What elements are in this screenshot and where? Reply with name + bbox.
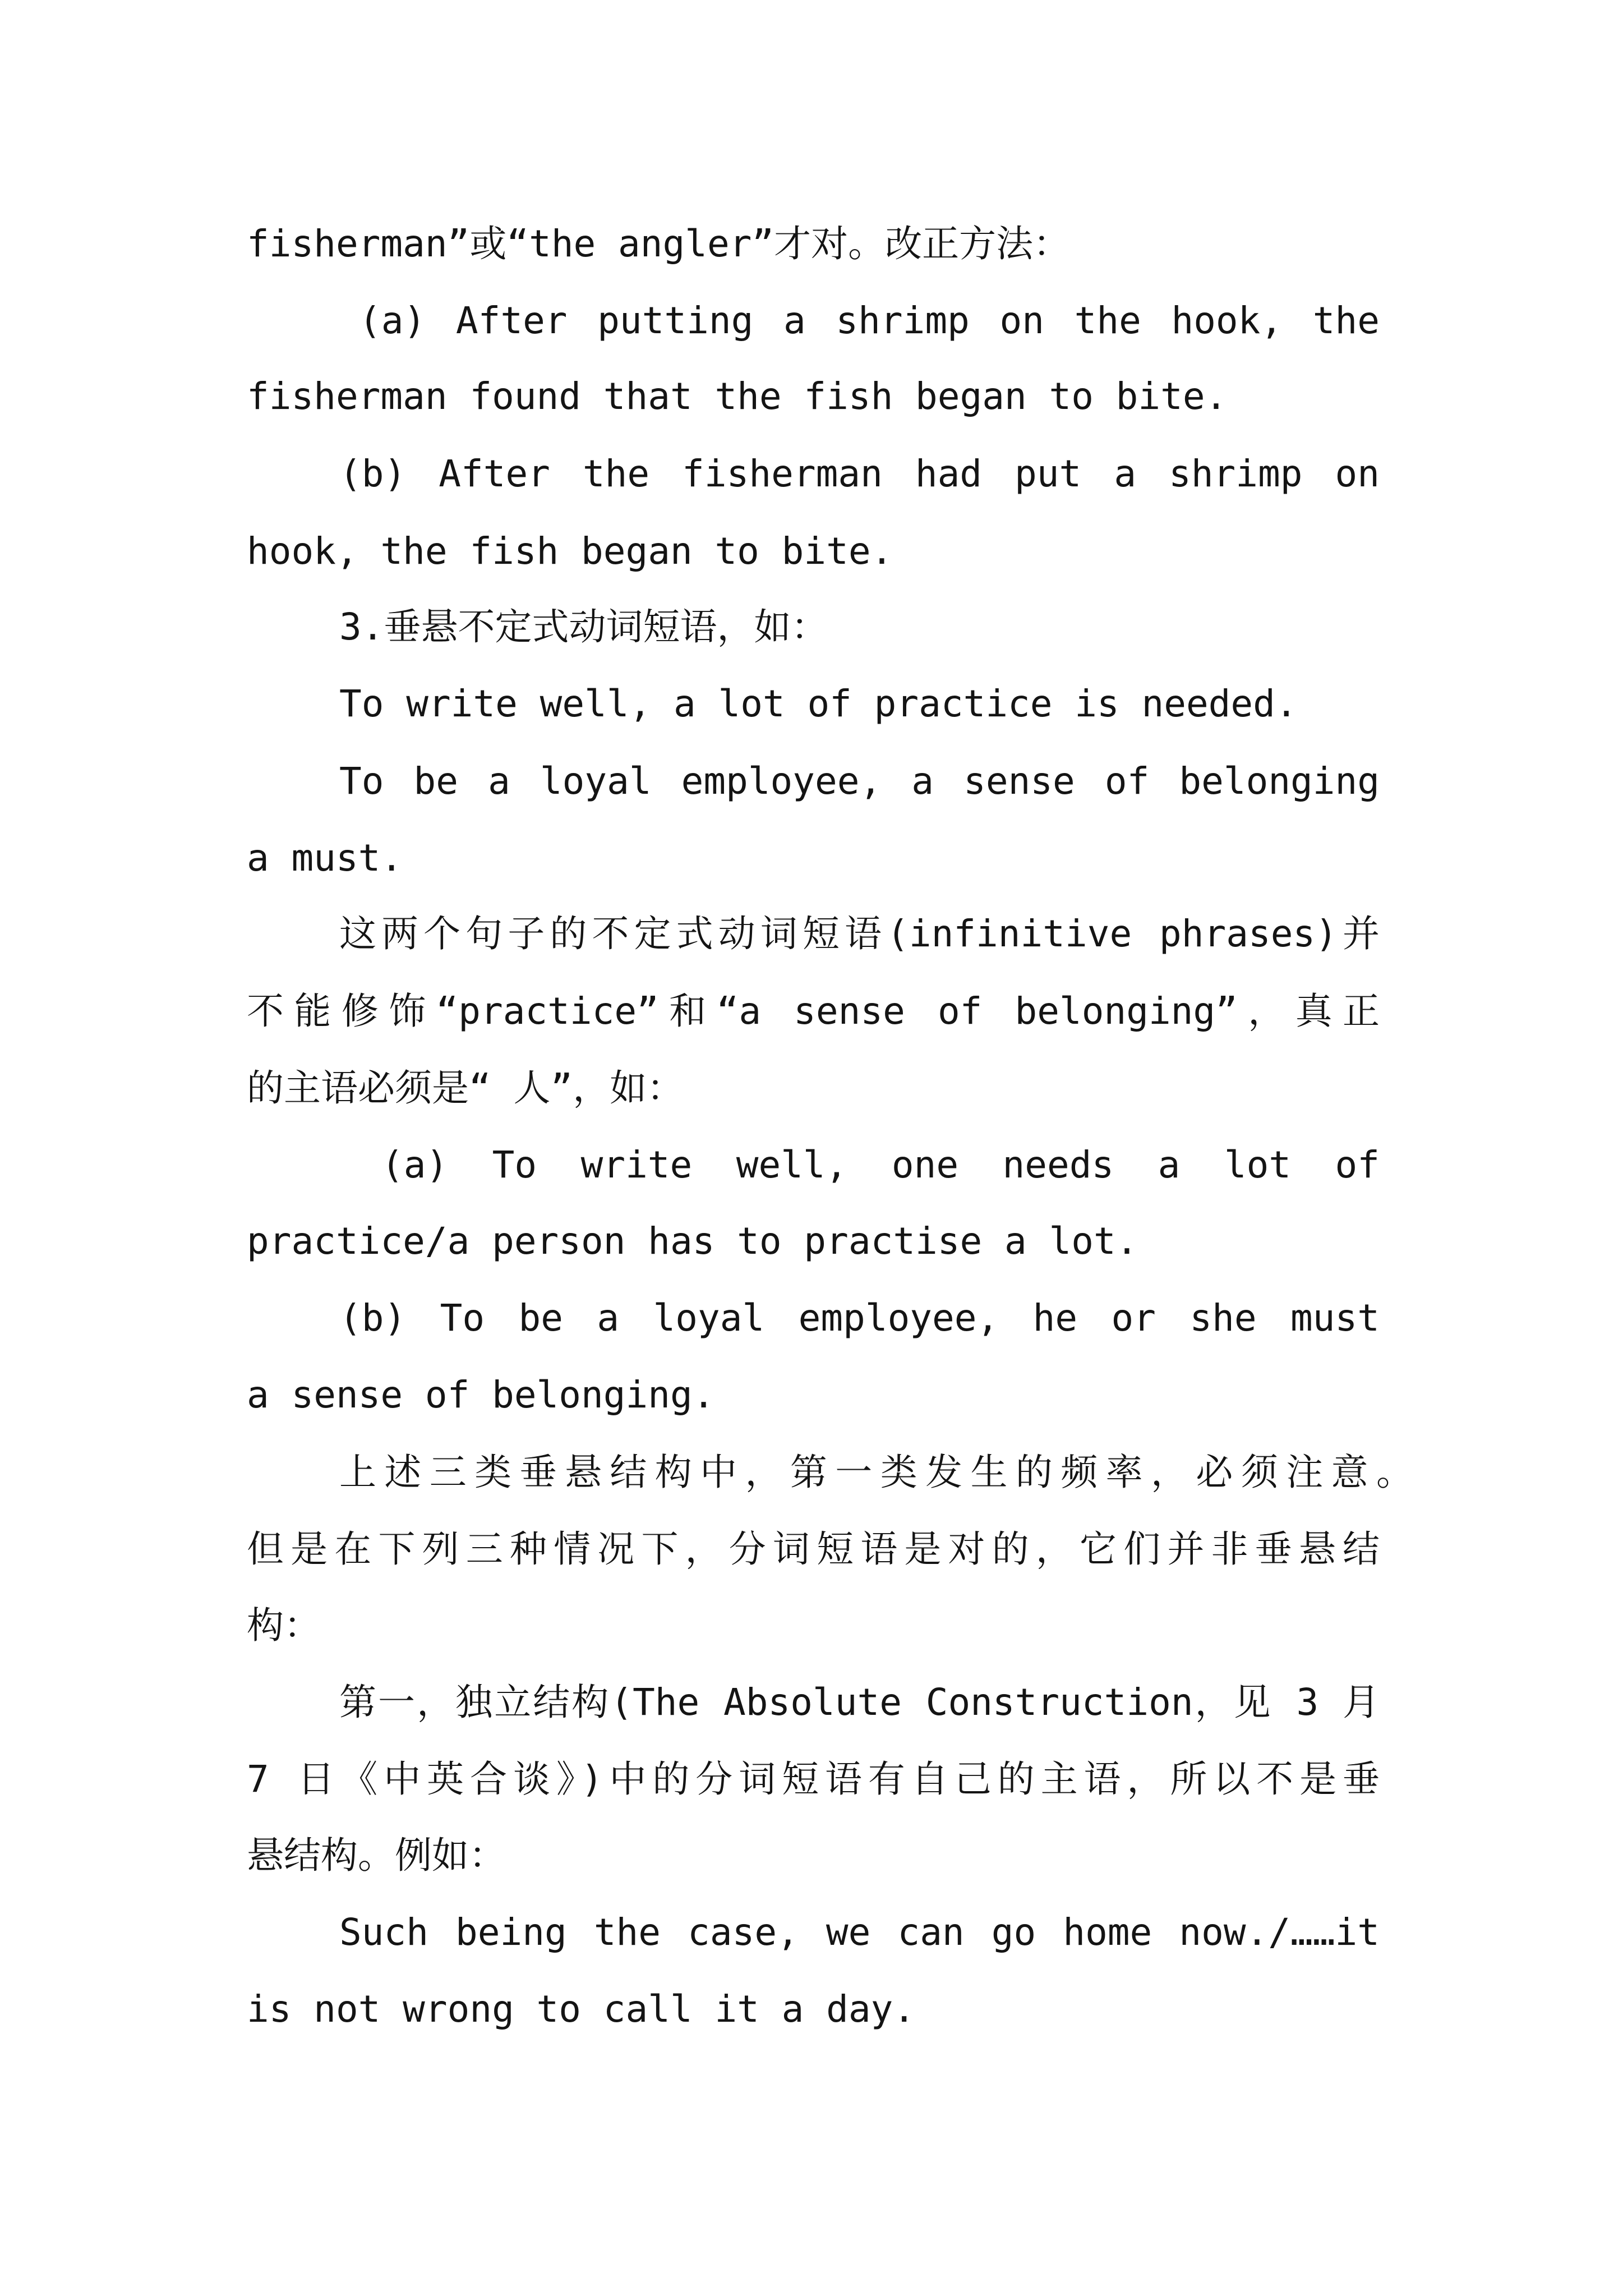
text-line: is not wrong to call it a day. <box>247 1987 916 2031</box>
text-line: 第一，独立结构(The Absolute Construction，见 3 月 <box>339 1681 1380 1724</box>
text-line: a must. <box>247 836 403 880</box>
text-line: practice/a person has to practise a lot. <box>247 1220 1138 1263</box>
text-line: (b) To be a loyal employee, he or she must <box>339 1296 1380 1340</box>
example-sentence: To write well, a lot of practice is needed. <box>339 682 1298 725</box>
text-line: fisherman”或“the angler”才对。改正方法： <box>247 222 1071 265</box>
text-line: (b) After the fisherman had put a shrimp on <box>339 452 1380 495</box>
text-line: 上述三类垂悬结构中，第一类发生的频率，必须注意。 <box>339 1451 1413 1494</box>
text-line: 7 日《中英合谈》)中的分词短语有自己的主语，所以不是垂 <box>247 1757 1380 1801</box>
text-line: 构： <box>247 1604 321 1647</box>
text-line: (a) After putting a shrimp on the hook, the <box>359 299 1380 342</box>
text-line: a sense of belonging. <box>247 1373 715 1416</box>
text-line: 但是在下列三种情况下，分词短语是对的，它们并非垂悬结 <box>247 1527 1380 1571</box>
example-sentence: To be a loyal employee, a sense of belonging <box>339 760 1380 803</box>
section-heading: 3.垂悬不定式动词短语，如： <box>339 605 828 648</box>
text-line: hook, the fish began to bite. <box>247 530 893 573</box>
text-line: fisherman found that the fish began to bite. <box>247 375 1228 418</box>
text-line: 这两个句子的不定式动词短语(infinitive phrases)并 <box>339 912 1380 955</box>
text-line: 悬结构。例如： <box>247 1834 506 1877</box>
example-sentence: Such being the case, we can go home now./……it <box>339 1911 1380 1954</box>
text-line: 不能修饰“practice”和“a sense of belonging”，真正 <box>247 990 1380 1033</box>
text-line: (a) To write well, one needs a lot of <box>381 1143 1380 1186</box>
text-line: 的主语必须是“ 人”，如： <box>247 1066 684 1110</box>
